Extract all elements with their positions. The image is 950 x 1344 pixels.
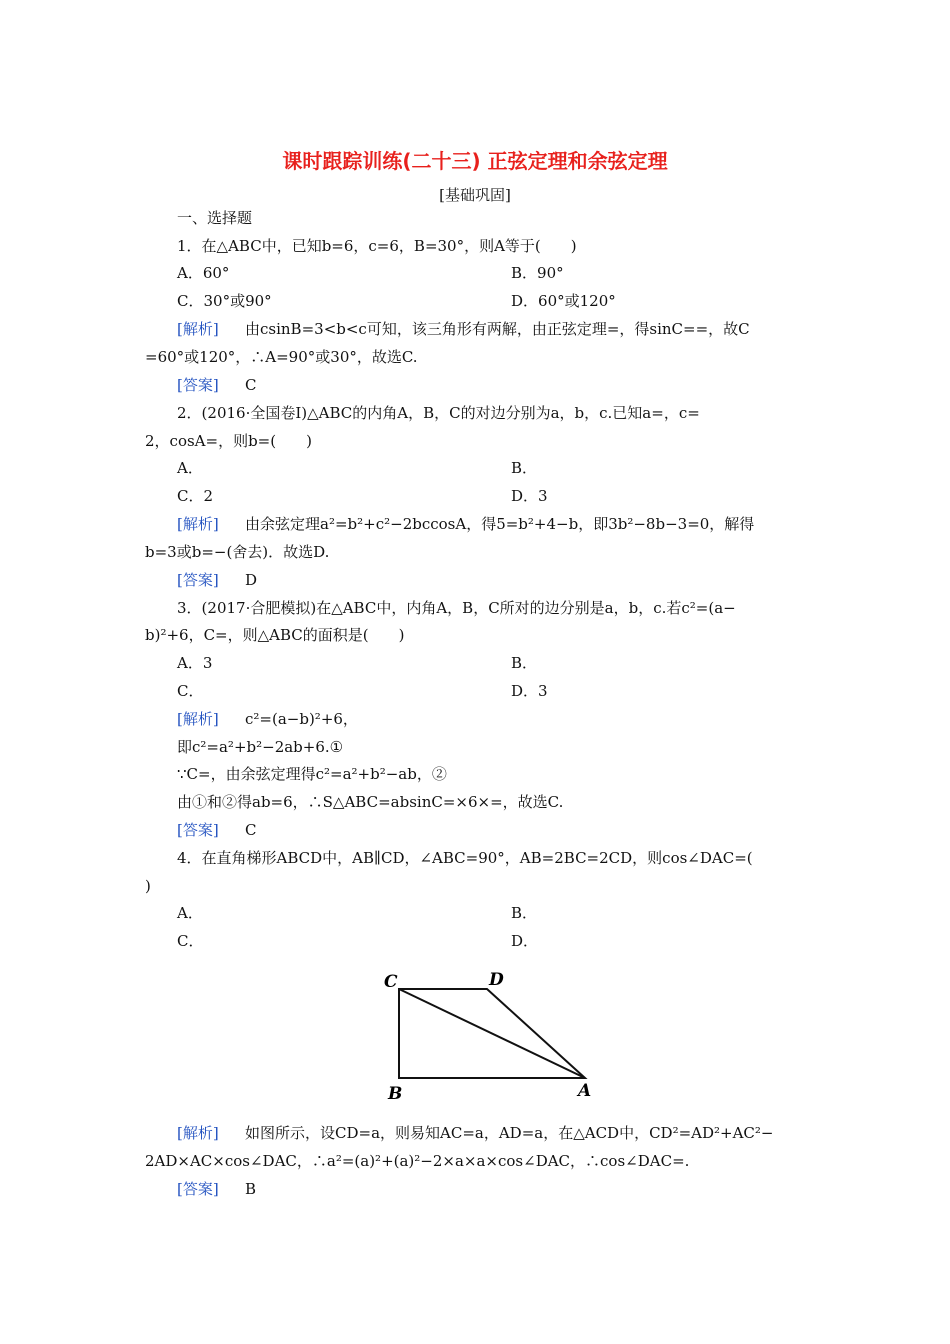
q3-answer-tag: [答案] — [177, 821, 219, 839]
q2-option-a: A． — [177, 459, 203, 477]
vertex-label-a: A — [578, 1081, 592, 1101]
q1-option-d: D．60°或120° — [511, 292, 616, 310]
q2-option-c: C．2 — [177, 487, 214, 505]
q4-option-c: C． — [177, 932, 204, 950]
q3-stem-line1: 3．(2017·合肥模拟)在△ABC中，内角A，B，C所对的边分别是a，b，c.若c²=(a− — [177, 599, 736, 617]
q2-jiexi-line1: 由余弦定理a²=b²+c²−2bccosA，得5=b²+4−b，即3b²−8b−3=0，解得 — [245, 515, 755, 533]
q4-jiexi-tag: [解析] — [177, 1124, 219, 1142]
q2-jiexi-line2: b=3或b=−(舍去)．故选D. — [145, 543, 330, 561]
q4-jiexi-line2: 2AD×AC×cos∠DAC，∴a²=(a)²+(a)²−2×a×a×cos∠DAC，∴cos∠DAC=. — [145, 1152, 690, 1170]
section-subtitle: [基础巩固] — [439, 186, 511, 204]
q1-stem: 1．在△ABC中，已知b=6，c=6，B=30°，则A等于( ) — [177, 237, 577, 255]
q1-option-c: C．30°或90° — [177, 292, 272, 310]
vertex-label-d: D — [489, 970, 504, 990]
q3-option-c: C． — [177, 682, 204, 700]
diagonal-ac — [399, 989, 585, 1078]
q3-option-d: D．3 — [511, 682, 548, 700]
trapezoid-figure — [370, 962, 610, 1107]
q3-jiexi-line4: 由①和②得ab=6，∴S△ABC=absinC=×6×=，故选C. — [177, 793, 564, 811]
q4-answer: B — [245, 1180, 257, 1198]
q2-option-d: D．3 — [511, 487, 548, 505]
q3-option-b: B． — [511, 654, 538, 672]
q2-stem-line1: 2．(2016·全国卷Ⅰ)△ABC的内角A，B，C的对边分别为a，b，c.已知a=，c= — [177, 404, 700, 422]
q2-answer: D — [245, 571, 258, 589]
q3-jiexi-line2: 即c²=a²+b²−2ab+6.① — [177, 738, 344, 756]
q2-jiexi-tag: [解析] — [177, 515, 219, 533]
q4-option-a: A． — [177, 904, 203, 922]
q4-stem-line2: ) — [145, 877, 151, 895]
q4-jiexi-line1: 如图所示，设CD=a，则易知AC=a，AD=a，在△ACD中，CD²=AD²+AC²− — [245, 1124, 774, 1142]
vertex-label-b: B — [388, 1084, 403, 1104]
q4-option-b: B． — [511, 904, 538, 922]
q2-answer-tag: [答案] — [177, 571, 219, 589]
q3-jiexi-tag: [解析] — [177, 710, 219, 728]
q1-option-b: B．90° — [511, 264, 564, 282]
section-heading: 一、选择题 — [177, 209, 253, 227]
q1-jiexi-line2: =60°或120°，∴A=90°或30°，故选C. — [145, 348, 418, 366]
q1-answer: C — [245, 376, 257, 394]
q2-option-b: B． — [511, 459, 538, 477]
q4-answer-tag: [答案] — [177, 1180, 219, 1198]
q1-jiexi-tag: [解析] — [177, 320, 219, 338]
q1-option-a: A．60° — [177, 264, 230, 282]
page-title: 课时跟踪训练(二十三) 正弦定理和余弦定理 — [282, 149, 668, 173]
q1-jiexi-line1: 由csinB=3<b<c可知，该三角形有两解，由正弦定理=，得sinC==，故C — [245, 320, 750, 338]
q4-option-d: D． — [511, 932, 539, 950]
q3-answer: C — [245, 821, 257, 839]
q3-option-a: A．3 — [177, 654, 213, 672]
vertex-label-c: C — [384, 972, 398, 992]
q2-stem-line2: 2，cosA=，则b=( ) — [145, 432, 312, 450]
q4-stem-line1: 4．在直角梯形ABCD中，AB∥CD，∠ABC=90°，AB=2BC=2CD，则cos∠DAC=( — [177, 849, 753, 867]
q1-answer-tag: [答案] — [177, 376, 219, 394]
q3-jiexi-line3: ∵C=，由余弦定理得c²=a²+b²−ab，② — [177, 765, 447, 783]
q3-stem-line2: b)²+6，C=，则△ABC的面积是( ) — [145, 626, 405, 644]
q3-jiexi-line1: c²=(a−b)²+6， — [245, 710, 358, 728]
